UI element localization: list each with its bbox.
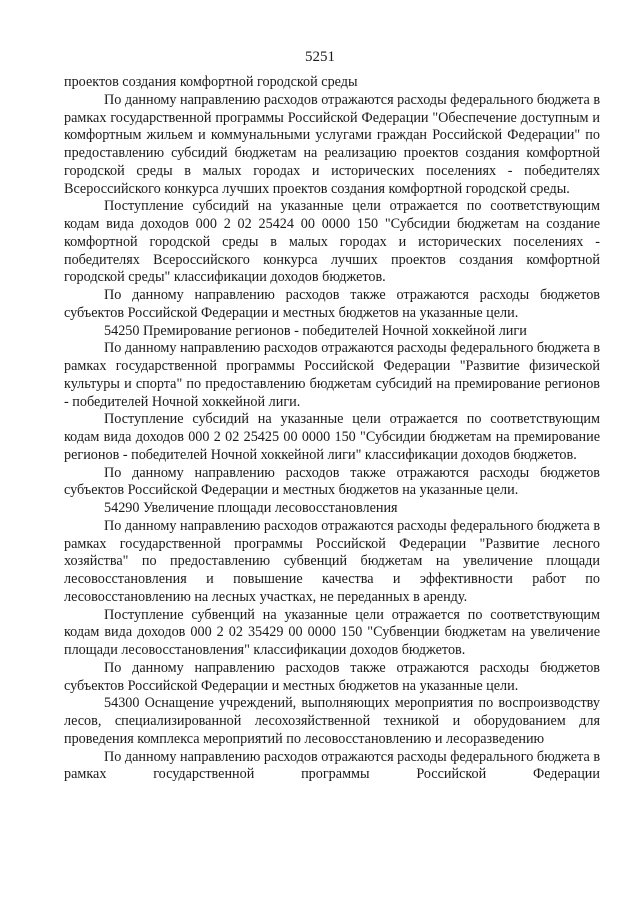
- section-heading: 54290 Увеличение площади лесовосстановления: [104, 500, 398, 516]
- paragraph-truncated: По данному направлению расходов отражаются расходы федерального бюджета в рамках государственной программы Российской Федерации: [64, 748, 601, 783]
- paragraph: По данному направлению расходов также отражаются расходы бюджетов субъектов Российской Федерации и местных бюджетов на указанные цели.: [64, 287, 600, 321]
- paragraph: Поступление субвенций на указанные цели отражается по соответствующим кодам вида доходов 000 2 02 35429 00 0000 150 "Субвенции бюджетам на увеличение площади лесовосстановления" классификации доходов бюджетов.: [64, 606, 600, 658]
- paragraph: По данному направлению расходов отражаются расходы федерального бюджета в рамках государственной программы Российской Федерации "Развитие физической культуры и спорта" по предоставлению бюджетам субсидий на премирование регионов - победителей Ночной хоккейной лиги.: [64, 340, 601, 410]
- paragraph: По данному направлению расходов также отражаются расходы бюджетов субъектов Российской Федерации и местных бюджетов на указанные цели.: [64, 659, 600, 694]
- paragraph: По данному направлению расходов отражаются расходы федерального бюджета в рамках государственной программы Российской Федерации "Развитие лесного хозяйства" по предоставлению субвенций бюджетам на увеличение площади лесовосстановления и повышение качества и эффективности работ по лесовосстановлению на лесных участках, не переданных в аренду.: [64, 517, 601, 605]
- document-body: [64, 74, 600, 784]
- section-heading: 54250 Премирование регионов - победителей Ночной хоккейной лиги: [104, 322, 527, 339]
- paragraph: По данному направлению расходов также отражаются расходы бюджетов субъектов Российской Федерации и местных бюджетов на указанные цели.: [64, 464, 600, 499]
- paragraph: По данному направлению расходов отражаются расходы федерального бюджета в рамках государственной программы Российской Федерации "Обеспечение доступным и комфортным жильем и коммунальными услугами граждан Российской Федерации" по предоставлению субсидий бюджетам на реализацию проектов создания комфортной городской среды в малых городах и исторических поселениях - победителях Всероссийского конкурса лучших проектов создания комфортной городской среды.: [64, 91, 601, 197]
- paragraph: Поступление субсидий на указанные цели отражается по соответствующим кодам вида доходов 000 2 02 25424 00 0000 150 "Субсидии бюджетам на создание комфортной городской среды в малых городах и исторических поселениях - победителях Всероссийского конкурса лучших проектов создания комфортной городской среды" классификации доходов бюджетов.: [64, 198, 600, 286]
- paragraph: Поступление субсидий на указанные цели отражается по соответствующим кодам вида доходов 000 2 02 25425 00 0000 150 "Субсидии бюджетам на премирование регионов - победителей Ночной хоккейной лиги" классификации доходов бюджетов.: [64, 411, 600, 463]
- page-number: 5251: [305, 49, 335, 65]
- paragraph-continuation: проектов создания комфортной городской среды: [64, 74, 358, 90]
- section-heading: 54300 Оснащение учреждений, выполняющих мероприятия по воспроизводству лесов, специализированной лесохозяйственной техникой и оборудованием для проведения комплекса мероприятий по лесовосстановлению и лесоразведению: [64, 695, 600, 747]
